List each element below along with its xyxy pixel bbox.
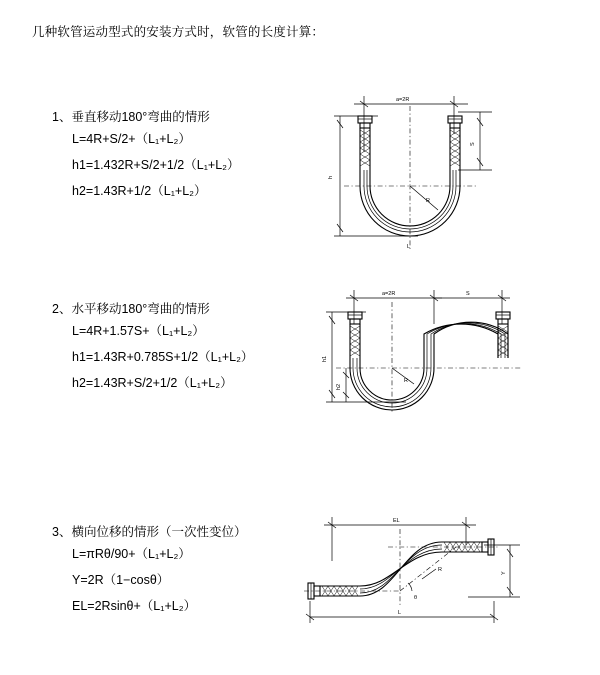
section-1-formula-3: h2=1.43R+1/2（L₁+L₂） xyxy=(72,184,207,198)
figure3-radius-label: R xyxy=(438,567,442,573)
figure1-radius-label: R xyxy=(426,198,430,204)
figure2-top-dim-label: a=2R xyxy=(382,291,396,297)
section-3-figure xyxy=(288,505,548,635)
section-2-formula-3: h2=1.43R+S/2+1/2（L₁+L₂） xyxy=(72,376,233,390)
figure1-left-dim-label: h xyxy=(328,175,334,179)
figure1-bottom-label: L xyxy=(407,244,411,250)
section-2-text xyxy=(52,300,302,396)
figure1-right-dim-label: S xyxy=(470,142,476,146)
figure2-bottom-dim-label: h2 xyxy=(336,383,342,390)
section-2-formula-1: L=4R+1.57S+（L₁+L₂） xyxy=(72,324,205,338)
section-1-figure xyxy=(308,74,528,274)
figure2-radius-label: R xyxy=(404,378,408,384)
figure-lateral-offset xyxy=(288,505,548,635)
section-2-figure xyxy=(306,272,566,442)
figure1-top-dim-label: a=2R xyxy=(396,97,410,103)
section-1-formula-2: h1=1.432R+S/2+1/2（L₁+L₂） xyxy=(72,158,240,172)
figure3-top-dim-label: EL xyxy=(393,518,400,524)
section-3-formula-1: L=πRθ/90+（L₁+L₂） xyxy=(72,547,191,561)
section-3-text xyxy=(52,523,302,619)
section-3-title: 3、横向位移的情形（一次性变位） xyxy=(52,525,247,539)
figure2-top-dim2-label: S xyxy=(466,291,470,297)
figure3-right-dim-label: Y xyxy=(501,571,507,575)
section-1-formula-1: L=4R+S/2+（L₁+L₂） xyxy=(72,132,191,146)
figure3-bottom-dim-label: L xyxy=(398,610,402,616)
figure3-angle-label: θ xyxy=(414,595,418,601)
section-1-text xyxy=(52,108,302,204)
section-2-formula-2: h1=1.43R+0.785S+1/2（L₁+L₂） xyxy=(72,350,254,364)
figure2-left-dim-label: h1 xyxy=(322,355,328,362)
section-1-title: 1、垂直移动180°弯曲的情形 xyxy=(52,110,210,124)
figure-vertical-180 xyxy=(308,74,528,274)
section-2-title: 2、水平移动180°弯曲的情形 xyxy=(52,302,210,316)
page-title: 几种软管运动型式的安装方式时，软管的长度计算： xyxy=(32,25,325,39)
section-3-formula-2: Y=2R（1−cosθ） xyxy=(72,573,170,587)
section-3-formula-3: EL=2Rsinθ+（L₁+L₂） xyxy=(72,599,197,613)
figure-horizontal-180 xyxy=(306,272,556,442)
